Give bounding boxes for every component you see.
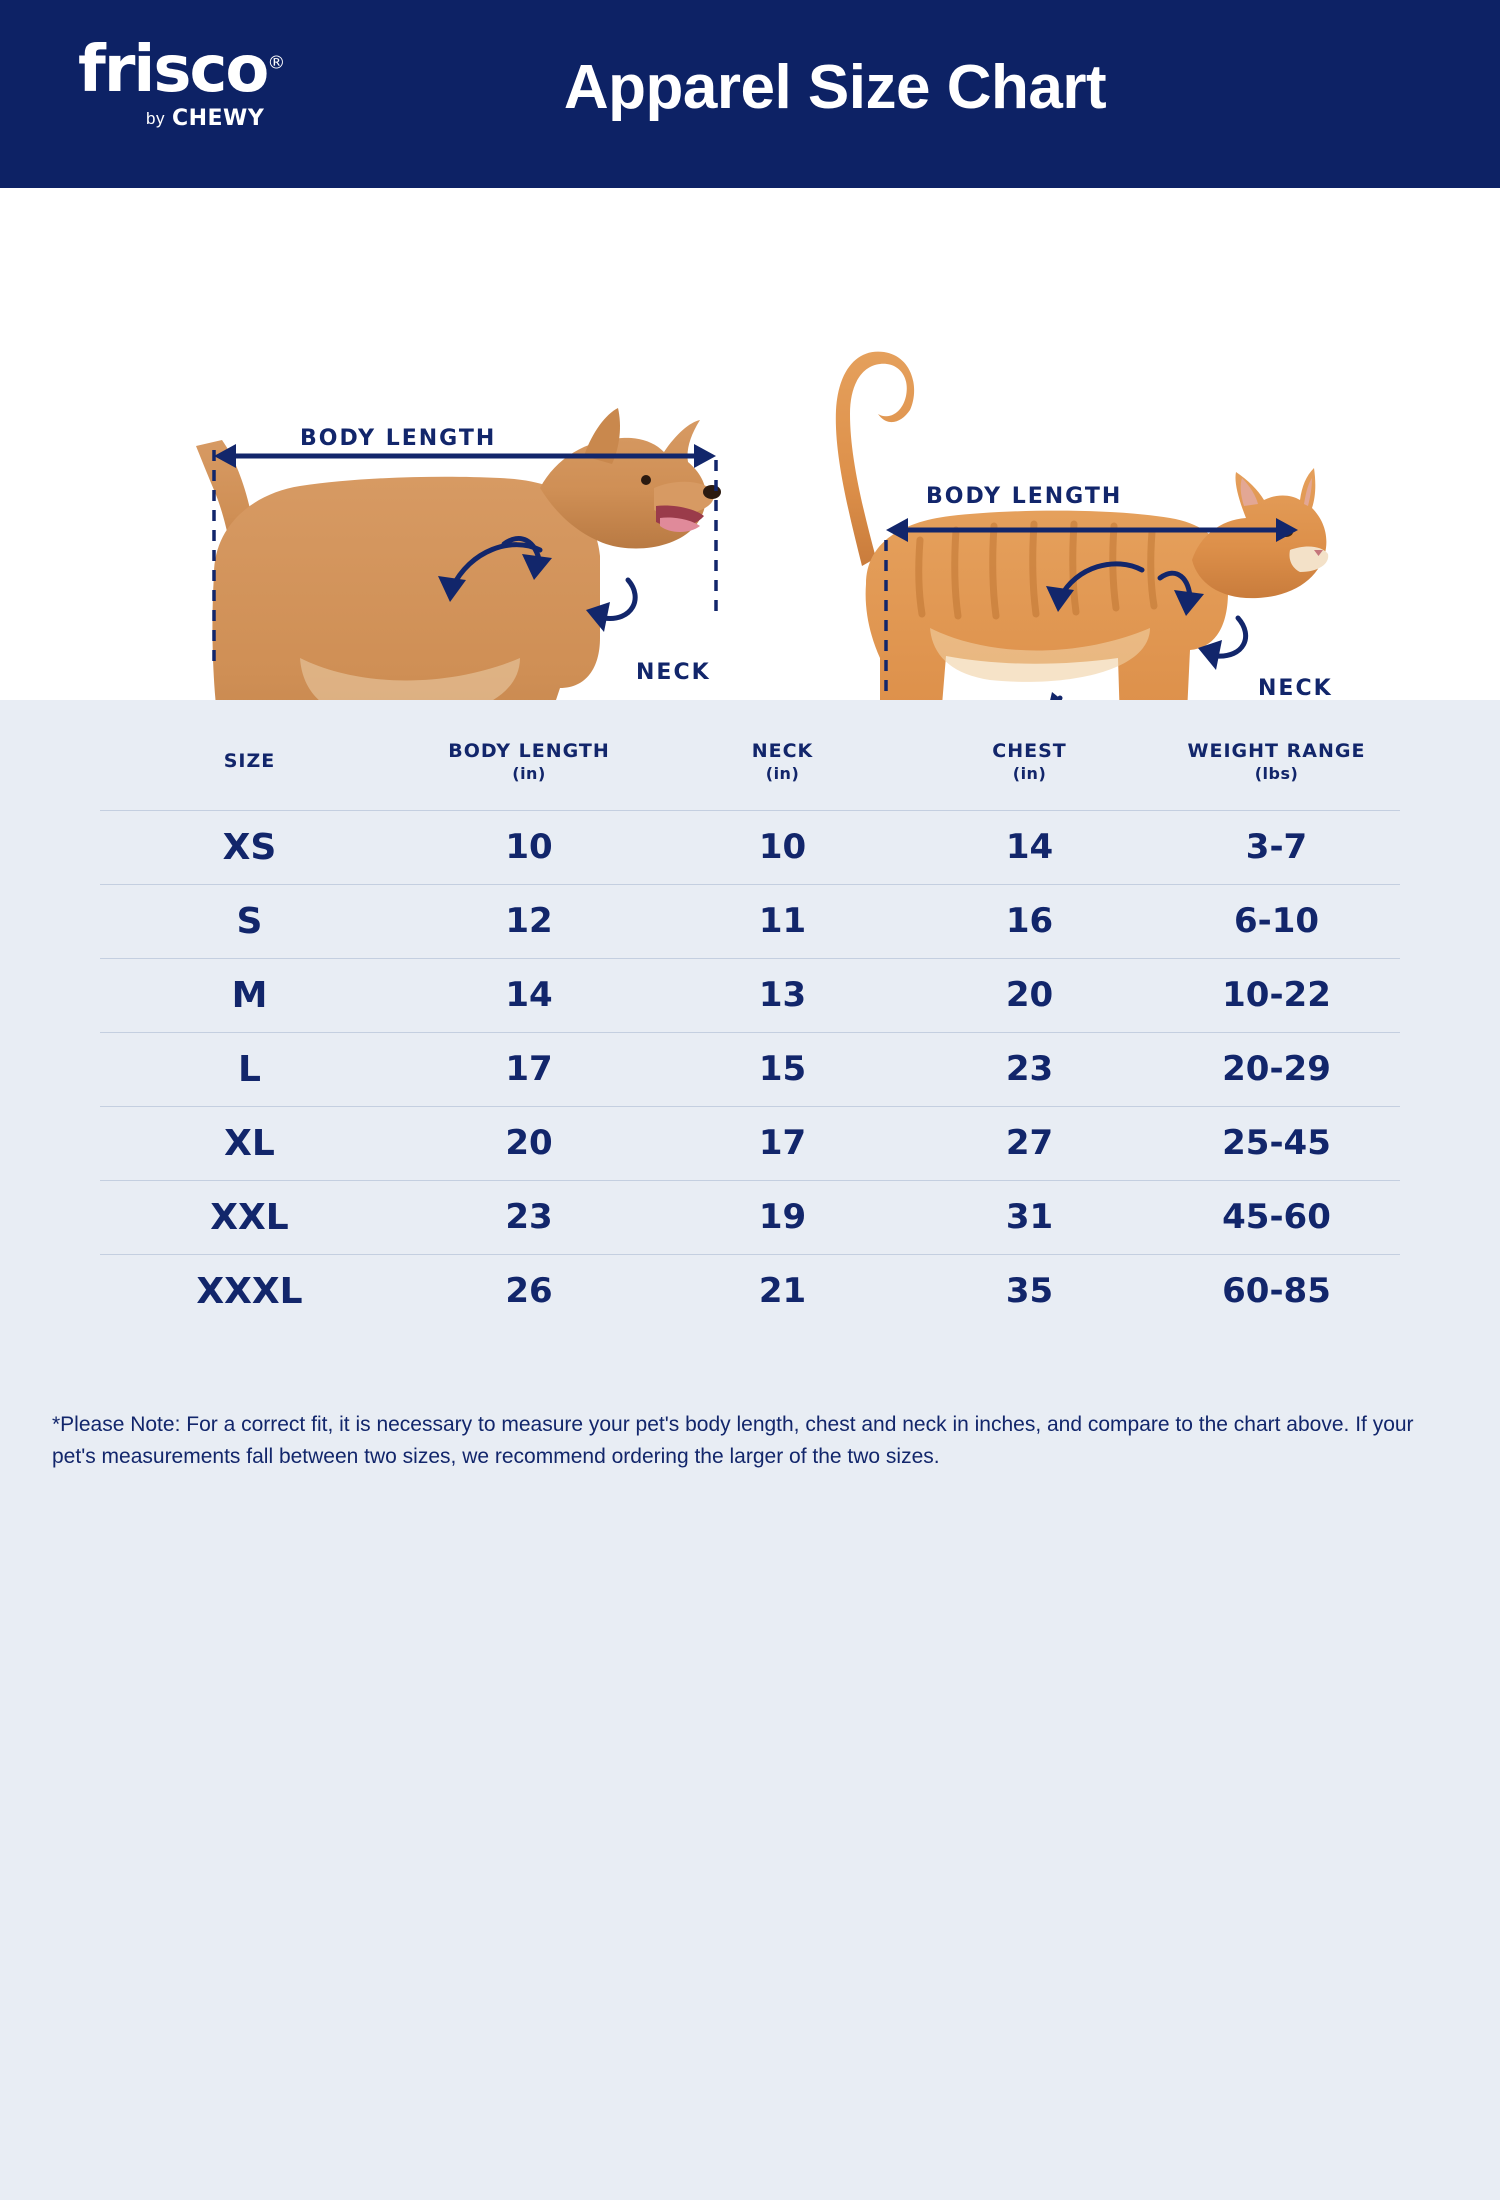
table-header-row bbox=[100, 722, 1400, 810]
cell-body-length: 14 bbox=[399, 958, 659, 1032]
cell-chest: 16 bbox=[906, 884, 1153, 958]
cell-body-length: 10 bbox=[399, 810, 659, 884]
table-row bbox=[100, 958, 1400, 1032]
column-header-body-length-unit: (in) bbox=[512, 763, 546, 783]
cell-chest: 27 bbox=[906, 1106, 1153, 1180]
column-header-body-length-label: BODY LENGTH bbox=[448, 740, 610, 762]
column-header-weight-range-label: WEIGHT RANGE bbox=[1187, 740, 1366, 762]
cell-weight: 45-60 bbox=[1153, 1180, 1400, 1254]
cell-weight: 3-7 bbox=[1153, 810, 1400, 884]
logo-chewy-text: CHEWY bbox=[171, 106, 265, 131]
cell-size: XXXL bbox=[100, 1254, 399, 1328]
cell-neck: 15 bbox=[659, 1032, 906, 1106]
cell-neck: 10 bbox=[659, 810, 906, 884]
cell-weight: 60-85 bbox=[1153, 1254, 1400, 1328]
cell-body-length: 12 bbox=[399, 884, 659, 958]
cell-size: M bbox=[100, 958, 399, 1032]
dog-illustration bbox=[196, 408, 721, 700]
cell-weight: 20-29 bbox=[1153, 1032, 1400, 1106]
cell-size: XL bbox=[100, 1106, 399, 1180]
apparel-size-table bbox=[100, 722, 1400, 1328]
pet-measurement-illustration bbox=[0, 188, 1500, 700]
cell-weight: 10-22 bbox=[1153, 958, 1400, 1032]
column-header-body-length bbox=[399, 722, 659, 810]
table-row bbox=[100, 1180, 1400, 1254]
cell-chest: 23 bbox=[906, 1032, 1153, 1106]
cell-neck: 21 bbox=[659, 1254, 906, 1328]
cell-neck: 19 bbox=[659, 1180, 906, 1254]
cell-size: XS bbox=[100, 810, 399, 884]
page-title: Apparel Size Chart bbox=[563, 53, 1107, 122]
cell-chest: 20 bbox=[906, 958, 1153, 1032]
cell-body-length: 23 bbox=[399, 1180, 659, 1254]
cell-size: L bbox=[100, 1032, 399, 1106]
cell-neck: 13 bbox=[659, 958, 906, 1032]
column-header-neck-label: NECK bbox=[751, 740, 814, 762]
column-header-size bbox=[100, 722, 399, 810]
cat-body-length-label: BODY LENGTH bbox=[926, 484, 1123, 509]
column-header-size-label: SIZE bbox=[223, 750, 276, 772]
logo-by-text: by bbox=[146, 108, 165, 128]
table-row bbox=[100, 884, 1400, 958]
cell-weight: 6-10 bbox=[1153, 884, 1400, 958]
cat-illustration bbox=[836, 352, 1328, 700]
column-header-chest bbox=[906, 722, 1153, 810]
cell-chest: 31 bbox=[906, 1180, 1153, 1254]
cell-size: XXL bbox=[100, 1180, 399, 1254]
cell-chest: 35 bbox=[906, 1254, 1153, 1328]
footnote: *Please Note: For a correct fit, it is necessary to measure your pet's body length, chest and neck in inches, and compare to the chart above. If your pet's measurements fall between two sizes, we recommend ordering the larger of the two sizes. bbox=[52, 1413, 1414, 1468]
cell-body-length: 26 bbox=[399, 1254, 659, 1328]
cell-size: S bbox=[100, 884, 399, 958]
dog-body-length-label: BODY LENGTH bbox=[300, 426, 497, 451]
column-header-chest-label: CHEST bbox=[992, 740, 1067, 762]
cell-body-length: 20 bbox=[399, 1106, 659, 1180]
registered-trademark-icon: ® bbox=[267, 52, 284, 74]
cell-neck: 17 bbox=[659, 1106, 906, 1180]
table-row bbox=[100, 1106, 1400, 1180]
cat-neck-label: NECK bbox=[1258, 676, 1333, 700]
column-header-chest-unit: (in) bbox=[1012, 763, 1047, 783]
column-header-weight-range bbox=[1153, 722, 1400, 810]
cell-chest: 14 bbox=[906, 810, 1153, 884]
dog-neck-label: NECK bbox=[636, 660, 711, 685]
column-header-neck bbox=[659, 722, 906, 810]
column-header-weight-range-unit: (lbs) bbox=[1254, 763, 1299, 783]
cell-neck: 11 bbox=[659, 884, 906, 958]
table-row bbox=[100, 1032, 1400, 1106]
pet-illustration-svg bbox=[0, 188, 1500, 700]
cell-weight: 25-45 bbox=[1153, 1106, 1400, 1180]
table-row bbox=[100, 1254, 1400, 1328]
column-header-neck-unit: (in) bbox=[765, 763, 800, 783]
page-header bbox=[0, 0, 1500, 188]
cell-body-length: 17 bbox=[399, 1032, 659, 1106]
logo-wordmark-text: frisco bbox=[78, 33, 268, 107]
table-row bbox=[100, 810, 1400, 884]
